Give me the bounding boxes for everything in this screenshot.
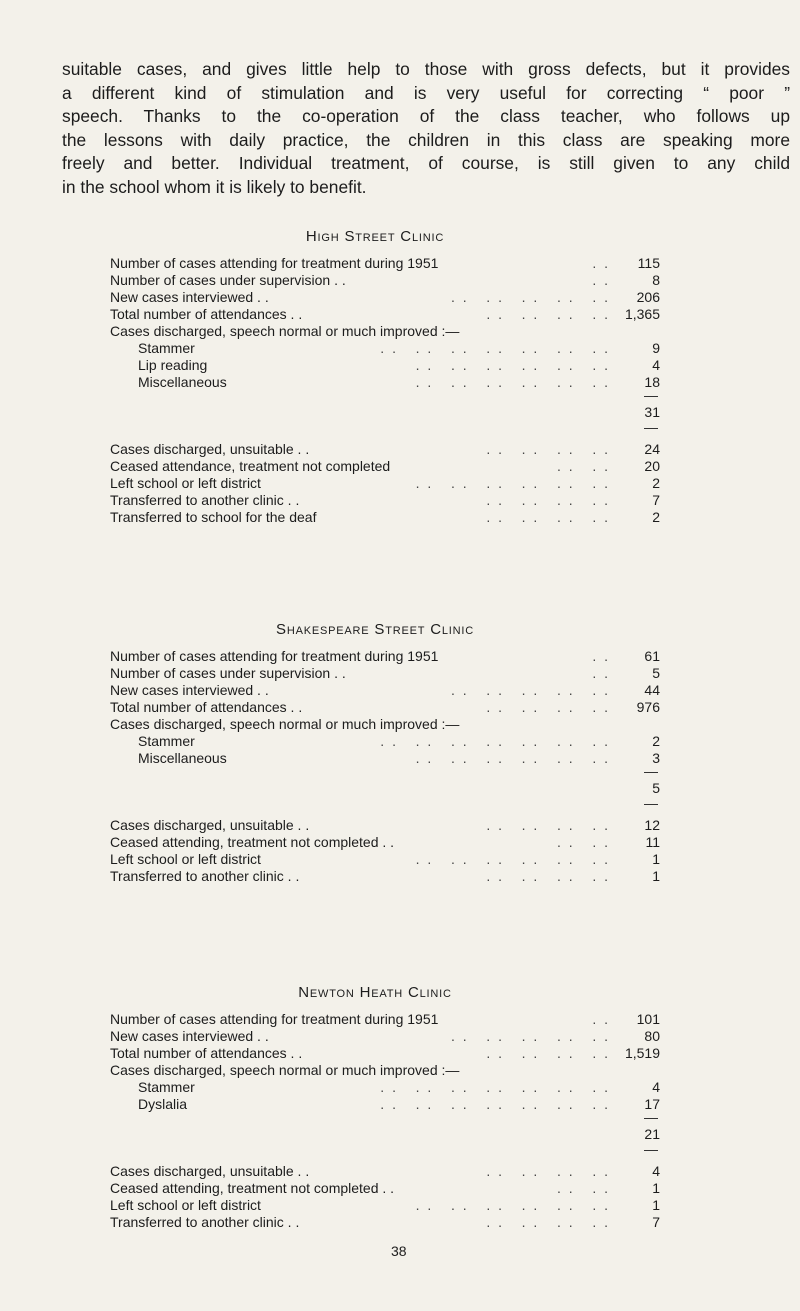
row-value: 61 bbox=[644, 648, 660, 664]
row-value: 4 bbox=[652, 1079, 660, 1095]
row-value: 4 bbox=[652, 357, 660, 373]
row-value: 80 bbox=[644, 1028, 660, 1044]
row-value: 1,519 bbox=[624, 1045, 660, 1061]
row-label: Cases discharged, unsuitable . . bbox=[110, 817, 310, 833]
row-value: 101 bbox=[636, 1011, 660, 1027]
row-label: Number of cases attending for treatment during 1951 bbox=[110, 255, 439, 271]
row-label: Ceased attendance, treatment not completed bbox=[110, 458, 391, 474]
subtotal bbox=[110, 391, 660, 433]
row-label: Total number of attendances . . bbox=[110, 306, 303, 322]
row-value: 2 bbox=[652, 509, 660, 525]
row-label: Cases discharged, speech normal or much improved :— bbox=[110, 1062, 460, 1078]
row-label: Stammer bbox=[138, 340, 195, 356]
row-value: 1 bbox=[652, 1180, 660, 1196]
page-number: 38 bbox=[391, 1243, 407, 1259]
row-value: 1,365 bbox=[624, 306, 660, 322]
subtotal-value: 21 bbox=[644, 1126, 660, 1142]
row-value: 206 bbox=[636, 289, 660, 305]
row-value: 24 bbox=[644, 441, 660, 457]
row-value: 5 bbox=[652, 665, 660, 681]
clinic-section-shakespeare-street: Shakespeare Street Clinic . . Number of cases attending for treatment during 1951 61 . . Number of cases under supervision . . 5 . . . . . . . . . . New cases interviewed . . 44 . . . . . . . . Total number of attendances . . 976 Cases discharged, speech normal or much improved :— . . . . . . . . . . . . . . Stammer 2 . . . . . . . . . . . . Miscellaneous 3 5 . . . . . . . . Cases discharged, unsuitable . . 12 . . . . Ceased attending, treatment not completed . . 11 . . . . . . . . . . . . Left school or left district 1 . . . . . . . . Transferred to another clinic . . 1 bbox=[110, 621, 660, 885]
intro-line: in the school whom it is likely to benefit. bbox=[62, 176, 367, 197]
row-value: 11 bbox=[645, 834, 660, 850]
row-label: Left school or left district bbox=[110, 475, 261, 491]
row-label: New cases interviewed . . bbox=[110, 289, 269, 305]
row-value: 1 bbox=[652, 1197, 660, 1213]
row-label: Left school or left district bbox=[110, 1197, 261, 1213]
row-label: Transferred to another clinic . . bbox=[110, 868, 300, 884]
row-label: Lip reading bbox=[138, 357, 208, 373]
row-label: Cases discharged, speech normal or much improved :— bbox=[110, 323, 460, 339]
intro-line: the lessons with daily practice, the children in this class are speaking more bbox=[62, 129, 790, 150]
row-value: 976 bbox=[636, 699, 660, 715]
intro-line: speech. Thanks to the co-operation of the class teacher, who follows up bbox=[62, 106, 790, 127]
row-label: New cases interviewed . . bbox=[110, 682, 269, 698]
row-label: Stammer bbox=[138, 733, 195, 749]
row-label: New cases interviewed . . bbox=[110, 1028, 269, 1044]
row-value: 12 bbox=[644, 817, 660, 833]
clinic-section-high-street: High Street Clinic . . Number of cases attending for treatment during 1951 115 . . Number of cases under supervision . . 8 . . . . . . . . . . New cases interviewed . . 206 . . . . . . . . Total number of attendances . . 1,365 Cases discharged, speech normal or much improved :— . . . . . . . . . . . . . . Stammer 9 . . . . . . . . . . . . Lip reading 4 . . . . . . . . . . . . Miscellaneous 18 31 . . . . . . . . Cases discharged, unsuitable . . 24 . . . . Ceased attendance, treatment not completed 20 . . . . . . . . . . . . Left school or left district 2 . . . . . . . . Transferred to another clinic . . 7 . . . . . . . . Transferred to school for the deaf 2 bbox=[110, 228, 660, 526]
row-label: Miscellaneous bbox=[138, 750, 227, 766]
row-label: Number of cases attending for treatment during 1951 bbox=[110, 1011, 439, 1027]
row-label: Number of cases under supervision . . bbox=[110, 665, 346, 681]
row-value: 17 bbox=[644, 1096, 660, 1112]
row-label: Transferred to another clinic . . bbox=[110, 1214, 300, 1230]
row-value: 8 bbox=[652, 272, 660, 288]
row-value: 18 bbox=[644, 374, 660, 390]
subtotal bbox=[110, 1113, 660, 1155]
subtotal-value: 5 bbox=[652, 780, 660, 796]
row-value: 1 bbox=[652, 868, 660, 884]
row-value: 2 bbox=[652, 475, 660, 491]
subtotal-value: 31 bbox=[644, 404, 660, 420]
row-value: 7 bbox=[652, 492, 660, 508]
clinic-section-newton-heath: Newton Heath Clinic . . Number of cases attending for treatment during 1951 101 . . . . . . . . . . New cases interviewed . . 80 . . . . . . . . Total number of attendances . . 1,519 Cases discharged, speech normal or much improved :— . . . . . . . . . . . . . . Stammer 4 . . . . . . . . . . . . . . Dyslalia 17 21 . . . . . . . . Cases discharged, unsuitable . . 4 . . . . Ceased attending, treatment not completed . . 1 . . . . . . . . . . . . Left school or left district 1 . . . . . . . . Transferred to another clinic . . 7 bbox=[110, 984, 660, 1231]
row-value: 1 bbox=[652, 851, 660, 867]
row-label: Cases discharged, unsuitable . . bbox=[110, 1163, 310, 1179]
row-label: Transferred to school for the deaf bbox=[110, 509, 317, 525]
subtotal bbox=[110, 767, 660, 809]
row-label: Dyslalia bbox=[138, 1096, 188, 1112]
intro-line: suitable cases, and gives little help to those with gross defects, but it provides bbox=[62, 59, 790, 79]
row-label: Stammer bbox=[138, 1079, 195, 1095]
row-value: 2 bbox=[652, 733, 660, 749]
row-label: Transferred to another clinic . . bbox=[110, 492, 300, 508]
section-title: High Street Clinic bbox=[305, 228, 445, 245]
row-value: 20 bbox=[644, 458, 660, 474]
row-label: Total number of attendances . . bbox=[110, 1045, 303, 1061]
row-label: Ceased attending, treatment not completed . . bbox=[110, 1180, 395, 1196]
row-label: Number of cases under supervision . . bbox=[110, 272, 346, 288]
row-value: 44 bbox=[644, 682, 660, 698]
section-title: Newton Heath Clinic bbox=[298, 984, 452, 1001]
section-title: Shakespeare Street Clinic bbox=[276, 621, 474, 638]
row-label: Total number of attendances . . bbox=[110, 699, 303, 715]
row-value: 7 bbox=[652, 1214, 660, 1230]
row-value: 3 bbox=[652, 750, 660, 766]
row-label: Ceased attending, treatment not completed . . bbox=[110, 834, 395, 850]
row-label: Left school or left district bbox=[110, 851, 261, 867]
row-label: Number of cases attending for treatment during 1951 bbox=[110, 648, 439, 664]
row-value: 4 bbox=[652, 1163, 660, 1179]
row-value: 9 bbox=[652, 340, 660, 356]
row-label: Miscellaneous bbox=[138, 374, 227, 390]
row-label: Cases discharged, speech normal or much improved :— bbox=[110, 716, 460, 732]
intro-paragraph bbox=[62, 58, 790, 200]
row-value: 115 bbox=[637, 255, 660, 271]
row-label: Cases discharged, unsuitable . . bbox=[110, 441, 310, 457]
intro-line: freely and better. Individual treatment, of course, is still given to any child bbox=[62, 153, 790, 174]
intro-line: a different kind of stimulation and is very useful for correcting “ poor ” bbox=[62, 82, 790, 103]
